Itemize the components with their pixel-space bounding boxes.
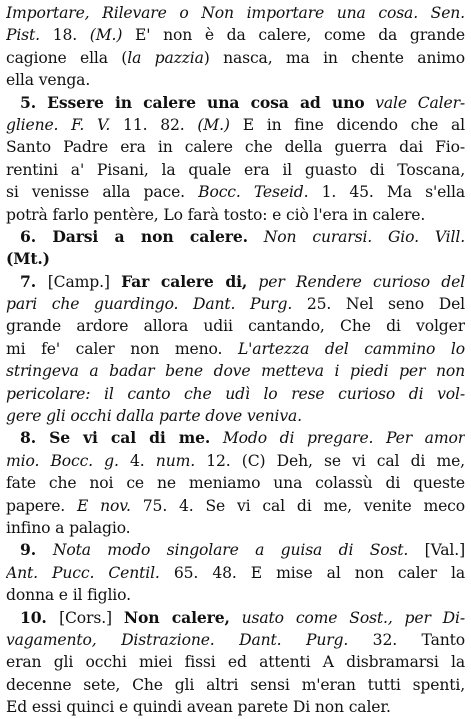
headword: 10. [20, 607, 60, 627]
text: [Cors.] [59, 608, 124, 627]
italic-text: pari che guardingo. Dant. Purg. [6, 295, 293, 314]
italic-text: vale [364, 93, 418, 112]
headword: 9. [20, 540, 53, 560]
italic-text: Pist. [6, 26, 40, 45]
text: grande ardore allora udii cantando, Che di volger [6, 317, 465, 336]
text-line [6, 607, 465, 629]
entry-10 [6, 607, 465, 719]
text: [Camp.] [47, 272, 122, 291]
text-line [6, 114, 465, 136]
headword: 5. Essere in calere una cosa ad uno [20, 92, 365, 112]
headword: (Mt.) [6, 249, 50, 269]
text-line [6, 450, 465, 472]
italic-text: (M.) [89, 26, 123, 45]
text-line [6, 472, 465, 494]
text-line [6, 181, 465, 203]
text: ella venga. [6, 71, 91, 90]
text-line [6, 562, 465, 584]
text: Ed essi quinci e quindi avean parete Di non caler. [6, 698, 391, 717]
text: cagione ella ( [6, 48, 128, 67]
text-line [6, 427, 465, 449]
text-line [6, 315, 465, 337]
italic-text: Modo di pregare. Per amor [210, 429, 465, 448]
italic-text: (M.) [197, 115, 230, 134]
italic-text: Nota modo singolare a guisa di Sost. [52, 541, 409, 560]
text-line [6, 159, 465, 181]
text-line [6, 383, 465, 405]
italic-text: mio. Bocc. g. [6, 451, 119, 470]
italic-text: pericolare: il canto che udì lo rese curioso di vol- [6, 384, 465, 403]
headword: Far calere di, [121, 271, 248, 291]
text: 75. 4. Se vi cal di me, venite meco [130, 496, 465, 515]
text-line [6, 248, 465, 270]
text-line [6, 226, 465, 248]
text: 4. [118, 451, 156, 470]
text: fate che noi ce ne meniamo una colassù di queste [6, 474, 465, 493]
text: E in fine dicendo che al [229, 115, 465, 134]
entry-9 [6, 539, 465, 606]
text: 25. Nel seno Del [292, 295, 465, 314]
italic-text: la pazzia [127, 48, 204, 67]
text-line [6, 539, 465, 561]
italic-text: E nov. [76, 496, 131, 515]
italic-text: per Rendere curioso del [247, 272, 465, 291]
text: ) nasca, ma in chente animo [203, 48, 465, 67]
text: infino a palagio. [6, 518, 131, 537]
entry-8 [6, 427, 465, 539]
entry-7 [6, 271, 465, 428]
headword: Non calere, [123, 607, 230, 627]
text-line [6, 674, 465, 696]
entry-5 [6, 92, 465, 226]
italic-text: Importare, Rilevare o Non importare una cosa. Sen. [6, 4, 465, 22]
italic-text: Ant. Pucc. Centil. [6, 563, 160, 582]
text: 1. 45. Ma s'ella [308, 183, 465, 202]
text: 32. Tanto [348, 630, 465, 649]
text: 18. [39, 26, 90, 45]
text-line [6, 2, 465, 24]
text: donna e il figlio. [6, 586, 131, 605]
text-line [6, 651, 465, 673]
text: decenne sete, Che gli altri sensi m'eran tutti spenti, [6, 675, 465, 694]
italic-text: num. [155, 451, 196, 470]
text: 12. (C) Deh, se vi cal di me, [195, 451, 465, 470]
text: E' non è da calere, come da grande [122, 26, 465, 45]
text: 11. 82. [110, 115, 198, 134]
headword: 8. Se vi cal di me. [20, 428, 211, 448]
italic-text: vagamento, Distrazione. Dant. Purg. [6, 630, 349, 649]
text: si venisse alla pace. [6, 183, 199, 202]
text-line [6, 92, 465, 114]
text: 65. 48. E mise al non caler la [159, 563, 465, 582]
text-line [6, 204, 465, 226]
text-line [6, 584, 465, 606]
entry-continuation [6, 2, 465, 92]
text: papere. [6, 496, 77, 515]
headword: 7. [20, 271, 48, 291]
text-line [6, 47, 465, 69]
text: [Val.] [408, 541, 465, 560]
text-line [6, 629, 465, 651]
entry-6 [6, 226, 465, 271]
text: rentini a' Pisani, la quale era il guasto di Toscana, [6, 160, 465, 179]
text-line [6, 24, 465, 46]
headword: 6. Darsi a non calere. [20, 226, 248, 246]
italic-text: L'artezza del cammino lo [237, 339, 465, 358]
italic-text: Bocc. Teseid. [198, 183, 309, 202]
italic-text: Non curarsi. Gio. Vill. [247, 227, 465, 246]
text-line [6, 338, 465, 360]
text-line [6, 136, 465, 158]
text-line [6, 517, 465, 539]
text: Santo Padre era in calere che della guerra dai Fio- [6, 138, 465, 157]
text-line [6, 360, 465, 382]
italic-text: gliene. F. V. [6, 115, 111, 134]
text: potrà farlo pentère, Lo farà tosto: e ciò l'era in calere. [6, 205, 426, 224]
text-line [6, 405, 465, 427]
italic-text: usato come Sost., per Di- [229, 608, 465, 627]
text-line [6, 271, 465, 293]
text-line [6, 293, 465, 315]
italic-text: stringeva a badar bene dove metteva i piedi per non [6, 362, 465, 381]
text: eran gli occhi miei fissi ed attenti A disbramarsi la [6, 653, 465, 672]
text-line [6, 495, 465, 517]
italic-text: gere gli occhi dalla parte dove veniva. [6, 407, 302, 426]
text-line [6, 69, 465, 91]
text-line [6, 696, 465, 718]
text: mi fe' caler non meno. [6, 339, 238, 358]
italic-text: Caler- [417, 93, 465, 112]
